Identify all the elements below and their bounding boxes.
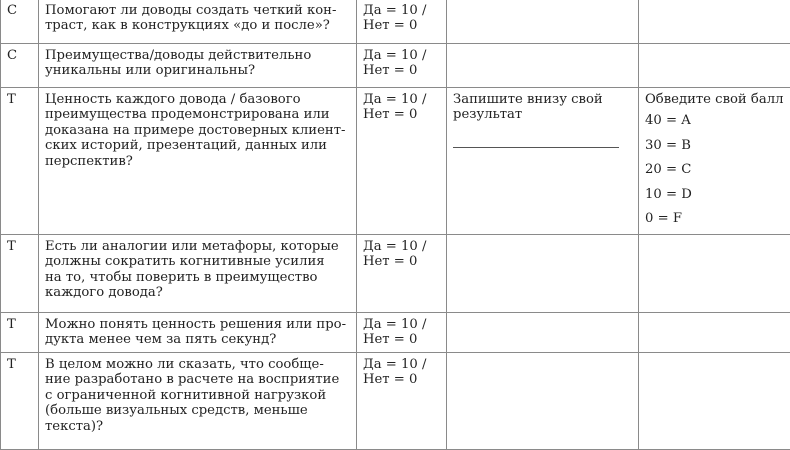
category-label: Т [7,239,16,254]
question-line: Помогают ли доводы создать четкий кон- [45,3,350,18]
answer-no: Нет = 0 [363,63,440,78]
question-line: дукта менее чем за пять секунд? [45,332,350,347]
category-cell [1,235,39,313]
question-line: преимущества продемонстрирована или [45,107,350,122]
answer-yes: Да = 10 / [363,48,440,63]
question-line: В целом можно ли сказать, что сообще- [45,357,350,372]
answer-no: Нет = 0 [363,372,440,387]
question-line: уникальны или оригинальны? [45,63,350,78]
question-line: перспектив? [45,154,350,169]
table-row [1,0,790,44]
question-line: доказана на примере достоверных клиент- [45,123,350,138]
answer-cell [357,44,447,88]
answer-no: Нет = 0 [363,332,440,347]
record-cell-empty[interactable] [447,0,639,44]
grade-cell-empty [639,235,790,313]
question-line: Преимущества/доводы действительно [45,48,350,63]
question-line: текста)? [45,419,350,434]
category-label: Т [7,92,16,107]
question-line: с ограниченной когнитивной нагрузкой [45,388,350,403]
table-row [1,313,790,353]
question-line: на то, чтобы поверить в преимущество [45,270,350,285]
question-cell [39,353,357,450]
question-line: ние разработано в расчете на восприятие [45,372,350,387]
record-cell-empty[interactable] [447,353,639,450]
record-cell [447,88,639,235]
record-instruction: Запишите внизу свой [453,92,632,107]
answer-no: Нет = 0 [363,254,440,269]
record-cell-empty[interactable] [447,313,639,353]
category-cell [1,44,39,88]
category-label: Т [7,357,16,372]
question-line: Есть ли аналогии или метафоры, которые [45,239,350,254]
category-label: С [7,48,17,63]
grade-scale-title: Обведите свой балл [645,92,784,107]
record-cell-empty[interactable] [447,235,639,313]
answer-no: Нет = 0 [363,18,440,33]
answer-yes: Да = 10 / [363,239,440,254]
record-cell-empty[interactable] [447,44,639,88]
answer-cell [357,88,447,235]
table-row [1,44,790,88]
grade-option-a[interactable]: 40 = A [645,109,784,134]
grade-option-f[interactable]: 0 = F [645,207,784,232]
answer-cell [357,353,447,450]
answer-cell [357,0,447,44]
question-line: Ценность каждого довода / базового [45,92,350,107]
answer-cell [357,235,447,313]
question-cell [39,0,357,44]
answer-yes: Да = 10 / [363,317,440,332]
answer-yes: Да = 10 / [363,92,440,107]
question-line: должны сократить когнитивные усилия [45,254,350,269]
question-line: каждого довода? [45,285,350,300]
grade-cell-empty [639,0,790,44]
category-label: С [7,3,17,18]
category-cell [1,88,39,235]
answer-cell [357,313,447,353]
question-line: ских историй, презентаций, данных или [45,138,350,153]
table-row [1,88,790,235]
grade-option-b[interactable]: 30 = B [645,134,784,159]
grade-cell-empty [639,353,790,450]
category-cell [1,0,39,44]
question-line: (больше визуальных средств, меньше [45,403,350,418]
question-line: траст, как в конструкциях «до и после»? [45,18,350,33]
category-cell [1,353,39,450]
grade-option-c[interactable]: 20 = C [645,158,784,183]
table-row [1,353,790,450]
answer-yes: Да = 10 / [363,357,440,372]
question-cell [39,88,357,235]
category-label: Т [7,317,16,332]
grade-cell [639,88,790,235]
result-write-line[interactable] [453,147,619,148]
question-cell [39,44,357,88]
question-line: Можно понять ценность решения или про- [45,317,350,332]
grade-cell-empty [639,313,790,353]
grade-option-d[interactable]: 10 = D [645,183,784,208]
table-row [1,235,790,313]
answer-no: Нет = 0 [363,107,440,122]
answer-yes: Да = 10 / [363,3,440,18]
category-cell [1,313,39,353]
question-cell [39,235,357,313]
record-instruction: результат [453,107,632,122]
question-cell [39,313,357,353]
grade-cell-empty [639,44,790,88]
